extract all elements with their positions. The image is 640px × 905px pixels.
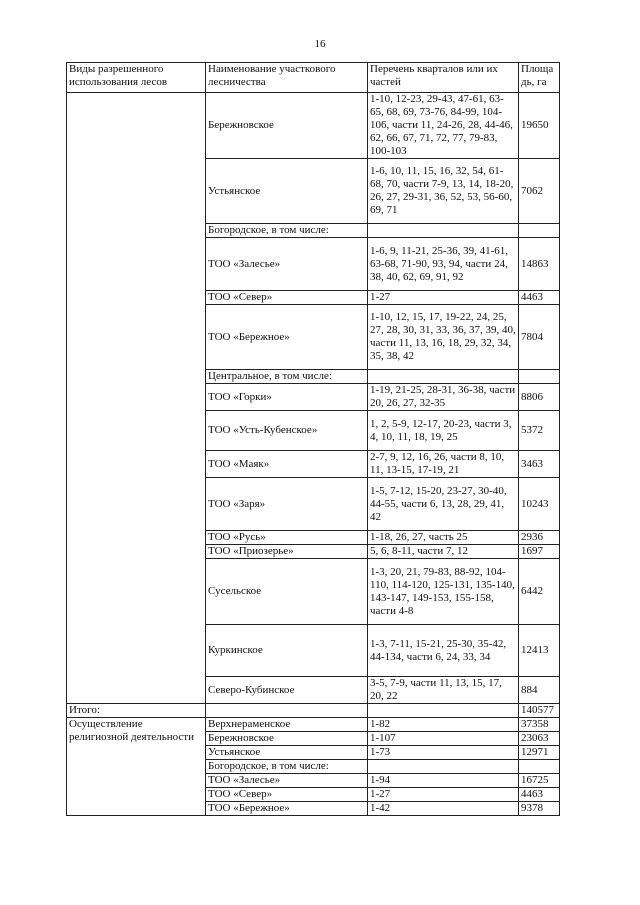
forestry-cell: Бережновское — [206, 732, 368, 746]
quarters-cell: 1-5, 7-12, 15-20, 23-27, 30-40, 44-55, части 6, 13, 28, 29, 41, 42 — [368, 478, 519, 531]
quarters-cell — [368, 224, 519, 238]
area-cell: 4463 — [519, 788, 560, 802]
table-row — [67, 718, 560, 732]
area-cell: 1697 — [519, 545, 560, 559]
forestry-cell: ТОО «Горки» — [206, 384, 368, 411]
use-type-cell — [67, 93, 206, 704]
total-label: Итого: — [67, 704, 206, 718]
area-cell — [519, 370, 560, 384]
forestry-cell: ТОО «Север» — [206, 788, 368, 802]
area-cell: 3463 — [519, 451, 560, 478]
quarters-cell: 1-27 — [368, 291, 519, 305]
total-row — [67, 704, 560, 718]
header-quarters: Перечень кварталов или их частей — [368, 63, 519, 93]
quarters-cell: 1-6, 10, 11, 15, 16, 32, 54, 61-68, 70, части 7-9, 13, 14, 18-20, 26, 27, 29-31, 36, 52, 53, 56-60, 69, 71 — [368, 159, 519, 224]
forest-use-table — [66, 62, 560, 816]
total-area: 140577 — [519, 704, 560, 718]
forestry-cell: ТОО «Залесье» — [206, 774, 368, 788]
forestry-cell: Северо-Кубинское — [206, 677, 368, 704]
area-cell: 884 — [519, 677, 560, 704]
forestry-cell: ТОО «Залесье» — [206, 238, 368, 291]
quarters-cell: 1, 2, 5-9, 12-17, 20-23, части 3, 4, 10, 11, 18, 19, 25 — [368, 411, 519, 451]
forestry-cell: ТОО «Бережное» — [206, 305, 368, 370]
header-area: Площадь, га — [519, 63, 560, 93]
forestry-cell: ТОО «Русь» — [206, 531, 368, 545]
quarters-cell: 1-3, 20, 21, 79-83, 88-92, 104-110, 114-120, 125-131, 135-140, 143-147, 149-153, 155-158, части 4-8 — [368, 559, 519, 625]
area-cell: 37358 — [519, 718, 560, 732]
table-body — [67, 93, 560, 816]
forestry-cell: Бережновское — [206, 93, 368, 159]
area-cell: 14863 — [519, 238, 560, 291]
forestry-cell: Центральное, в том числе: — [206, 370, 368, 384]
forestry-cell: ТОО «Бережное» — [206, 802, 368, 816]
header-use-type: Виды разрешенного использования лесов — [67, 63, 206, 93]
use-type-cell: Осуществление религиозной деятельности — [67, 718, 206, 816]
area-cell: 12971 — [519, 746, 560, 760]
forestry-cell: Богородское, в том числе: — [206, 760, 368, 774]
area-cell: 8806 — [519, 384, 560, 411]
forestry-cell: ТОО «Маяк» — [206, 451, 368, 478]
quarters-cell: 1-3, 7-11, 15-21, 25-30, 35-42, 44-134, части 6, 24, 33, 34 — [368, 625, 519, 677]
total-forestry-cell — [206, 704, 368, 718]
forestry-cell: Устьянское — [206, 746, 368, 760]
forestry-cell: Верхнераменское — [206, 718, 368, 732]
forestry-cell: ТОО «Север» — [206, 291, 368, 305]
forestry-cell: ТОО «Усть-Кубенское» — [206, 411, 368, 451]
quarters-cell: 1-42 — [368, 802, 519, 816]
quarters-cell: 1-82 — [368, 718, 519, 732]
area-cell: 5372 — [519, 411, 560, 451]
total-quarters-cell — [368, 704, 519, 718]
quarters-cell — [368, 370, 519, 384]
forestry-cell: ТОО «Приозерье» — [206, 545, 368, 559]
area-cell — [519, 224, 560, 238]
area-cell: 9378 — [519, 802, 560, 816]
area-cell: 4463 — [519, 291, 560, 305]
quarters-cell: 2-7, 9, 12, 16, 26, части 8, 10, 11, 13-15, 17-19, 21 — [368, 451, 519, 478]
quarters-cell: 1-10, 12, 15, 17, 19-22, 24, 25, 27, 28, 30, 31, 33, 36, 37, 39, 40, части 11, 13, 16, 18, 29, 32, 34, 35, 38, 42 — [368, 305, 519, 370]
forestry-cell: Куркинское — [206, 625, 368, 677]
quarters-cell: 1-19, 21-25, 28-31, 36-38, части 20, 26, 27, 32-35 — [368, 384, 519, 411]
area-cell: 19650 — [519, 93, 560, 159]
quarters-cell: 5, 6, 8-11, части 7, 12 — [368, 545, 519, 559]
header-forestry: Наименование участкового лесничества — [206, 63, 368, 93]
area-cell: 23063 — [519, 732, 560, 746]
area-cell: 7804 — [519, 305, 560, 370]
quarters-cell — [368, 760, 519, 774]
area-cell: 12413 — [519, 625, 560, 677]
quarters-cell: 1-27 — [368, 788, 519, 802]
quarters-cell: 1-6, 9, 11-21, 25-36, 39, 41-61, 63-68, 71-90, 93, 94, части 24, 38, 40, 62, 69, 91, 92 — [368, 238, 519, 291]
quarters-cell: 1-18, 26, 27, часть 25 — [368, 531, 519, 545]
quarters-cell: 1-10, 12-23, 29-43, 47-61, 63-65, 68, 69, 73-76, 84-99, 104-106, части 11, 24-26, 28, 44-46, 62, 66, 67, 71, 72, 77, 79-83, 100-103 — [368, 93, 519, 159]
table-header-row — [67, 63, 560, 93]
quarters-cell: 3-5, 7-9, части 11, 13, 15, 17, 20, 22 — [368, 677, 519, 704]
page-number: 16 — [314, 38, 326, 50]
area-cell: 10243 — [519, 478, 560, 531]
area-cell: 2936 — [519, 531, 560, 545]
quarters-cell: 1-73 — [368, 746, 519, 760]
area-cell: 7062 — [519, 159, 560, 224]
quarters-cell: 1-107 — [368, 732, 519, 746]
area-cell: 16725 — [519, 774, 560, 788]
forestry-cell: Устьянское — [206, 159, 368, 224]
area-cell: 6442 — [519, 559, 560, 625]
forestry-cell: Сусельское — [206, 559, 368, 625]
forestry-cell: ТОО «Заря» — [206, 478, 368, 531]
quarters-cell: 1-94 — [368, 774, 519, 788]
forestry-cell: Богородское, в том числе: — [206, 224, 368, 238]
area-cell — [519, 760, 560, 774]
table-row — [67, 93, 560, 159]
